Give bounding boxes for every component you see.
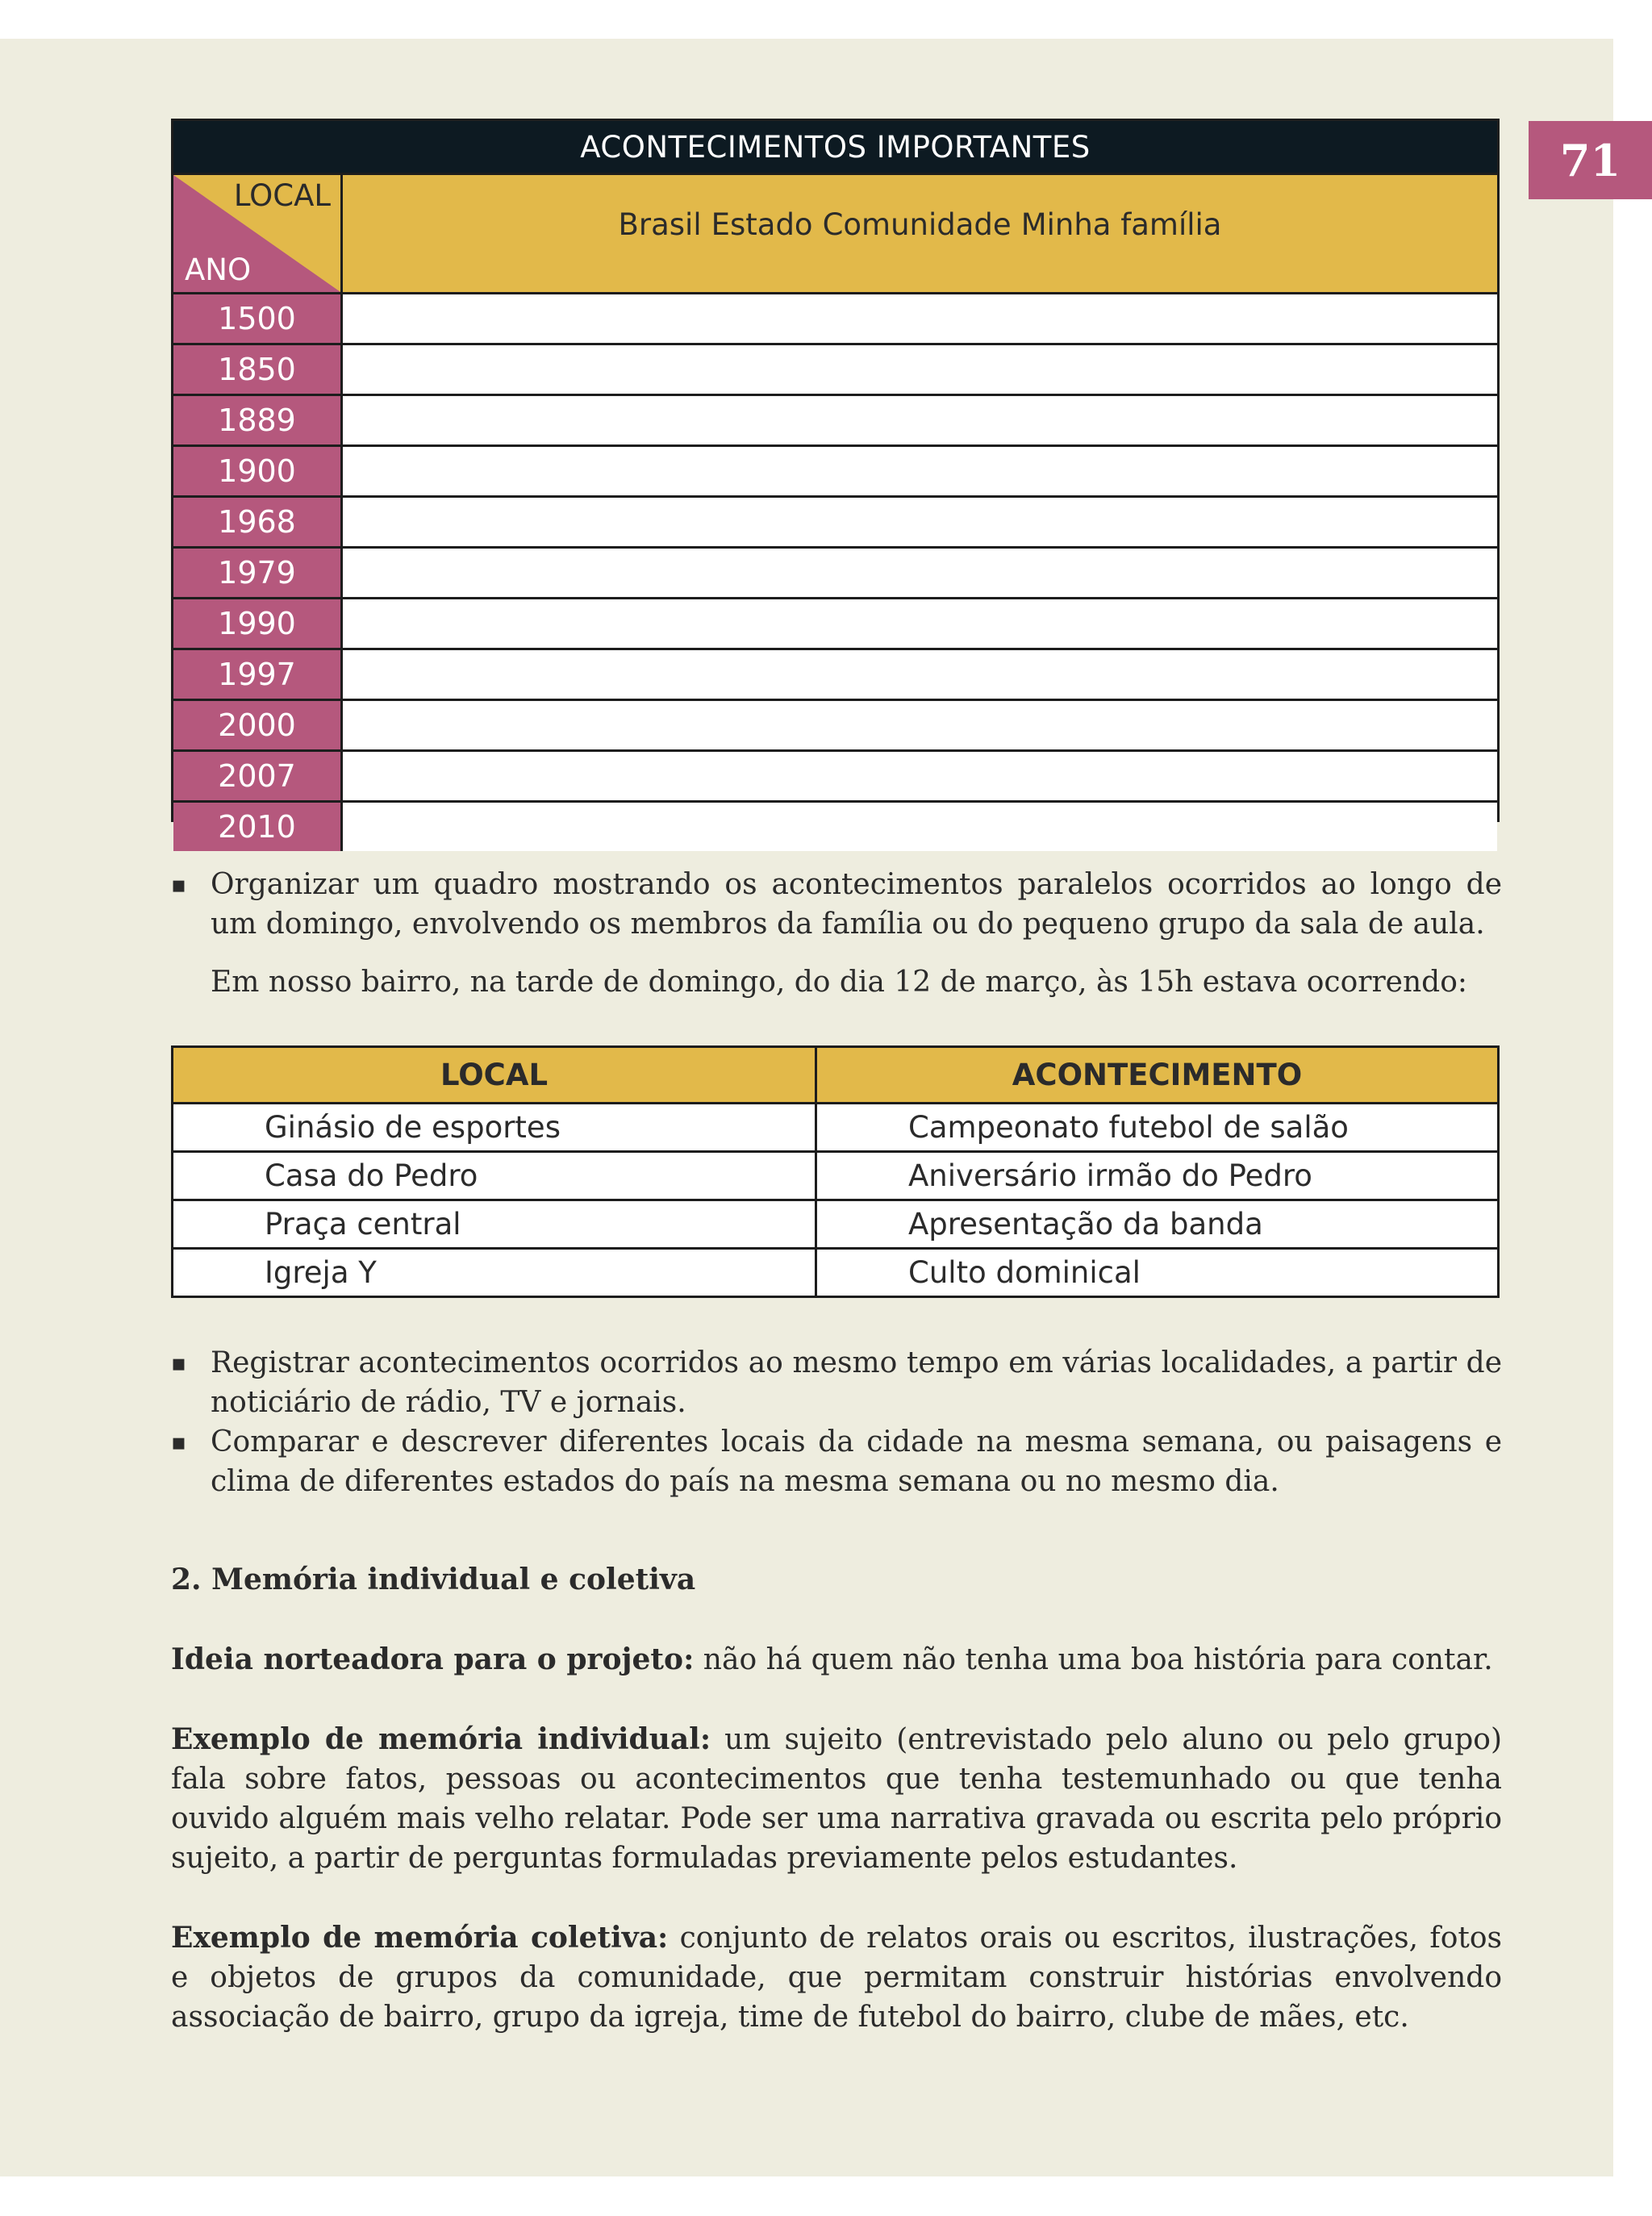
corner-cell bbox=[173, 175, 343, 292]
event-cell: Campeonato futebol de salão bbox=[908, 1110, 1349, 1145]
event-cell bbox=[343, 498, 1497, 546]
event-cell bbox=[343, 549, 1497, 597]
year-cell: 2010 bbox=[173, 803, 343, 851]
event-cell bbox=[343, 650, 1497, 699]
bullet-marker: ▪ bbox=[171, 1429, 186, 1455]
year-row bbox=[173, 343, 1497, 394]
event-cell bbox=[343, 752, 1497, 800]
collective-text: conjunto de relatos orais ou escritos, ilustrações, fotos e objetos de grupos da comunidade, que permitam construir histórias envolvendo associação de bairro, grupo da igreja, time de futebol do bairro, clube de mães, etc. bbox=[171, 1922, 1502, 2034]
year-cell: 1990 bbox=[173, 599, 343, 648]
place-brasil: Brasil bbox=[618, 207, 702, 242]
table-row bbox=[173, 1247, 1497, 1296]
year-row bbox=[173, 394, 1497, 444]
place-minha-familia: Minha família bbox=[1020, 207, 1222, 242]
year-cell: 1997 bbox=[173, 650, 343, 699]
table-row bbox=[173, 1102, 1497, 1150]
sunday-intro: Em nosso bairro, na tarde de domingo, do dia 12 de março, às 15h estava ocorrendo: bbox=[211, 966, 1468, 999]
event-cell: Culto dominical bbox=[908, 1255, 1141, 1290]
place-estado: Estado bbox=[711, 207, 813, 242]
year-row bbox=[173, 546, 1497, 597]
local-cell: Igreja Y bbox=[173, 1250, 817, 1296]
event-cell bbox=[343, 447, 1497, 495]
year-cell: 2007 bbox=[173, 752, 343, 800]
idea-label: Ideia norteadora para o projeto: bbox=[171, 1642, 695, 1676]
local-cell: Ginásio de esportes bbox=[173, 1104, 817, 1150]
year-row bbox=[173, 495, 1497, 546]
year-cell: 1900 bbox=[173, 447, 343, 495]
bullet-text: Organizar um quadro mostrando os acontecimentos paralelos ocorridos ao longo de um domingo, envolvendo os membros da família ou do pequeno grupo da sala de aula. bbox=[211, 868, 1502, 941]
individual-memory-paragraph bbox=[171, 1720, 1502, 1878]
header-local: LOCAL bbox=[173, 1048, 817, 1102]
bullet-text: Comparar e descrever diferentes locais da cidade na mesma semana, ou paisagens e clima de diferentes estados do país na mesma semana ou no mesmo dia. bbox=[211, 1425, 1502, 1498]
bullet-item-registrar bbox=[171, 1343, 1502, 1422]
events-table-title: ACONTECIMENTOS IMPORTANTES bbox=[173, 121, 1497, 173]
year-cell: 1979 bbox=[173, 549, 343, 597]
event-cell bbox=[343, 599, 1497, 648]
year-row bbox=[173, 444, 1497, 495]
year-cell: 1850 bbox=[173, 345, 343, 394]
table-row bbox=[173, 1199, 1497, 1247]
bullet-item-organizar bbox=[171, 865, 1502, 944]
individual-label: Exemplo de memória individual: bbox=[171, 1722, 711, 1756]
collective-label: Exemplo de memória coletiva: bbox=[171, 1921, 669, 1955]
event-cell: Apresentação da banda bbox=[908, 1207, 1263, 1242]
event-cell bbox=[343, 294, 1497, 343]
header-acontecimento: ACONTECIMENTO bbox=[1012, 1058, 1303, 1092]
year-cell: 2000 bbox=[173, 701, 343, 749]
event-cell: Aniversário irmão do Pedro bbox=[908, 1158, 1312, 1193]
event-cell bbox=[343, 396, 1497, 444]
year-row bbox=[173, 749, 1497, 800]
event-cell bbox=[343, 701, 1497, 749]
year-row bbox=[173, 292, 1497, 343]
bullet-item-comparar bbox=[171, 1422, 1502, 1501]
collective-memory-paragraph bbox=[171, 1918, 1502, 2037]
location-table bbox=[171, 1045, 1500, 1298]
location-table-header bbox=[173, 1048, 1497, 1102]
bullet-marker: ▪ bbox=[171, 1350, 186, 1376]
page-number: 71 bbox=[1529, 121, 1652, 199]
section-title: 2. Memória individual e coletiva bbox=[171, 1563, 696, 1596]
year-row bbox=[173, 648, 1497, 699]
bullet-marker: ▪ bbox=[171, 871, 186, 898]
places-header bbox=[343, 175, 1497, 292]
year-row bbox=[173, 597, 1497, 648]
individual-text: um sujeito (entrevistado pelo aluno ou pelo grupo) fala sobre fatos, pessoas ou acontecimentos que tenha testemunhado ou que tenha ouvido alguém mais velho relatar. Pode ser uma narrativa gravada ou escrita pelo próprio sujeito, a partir de perguntas formuladas previamente pelos estudantes. bbox=[171, 1723, 1502, 1875]
local-cell: Casa do Pedro bbox=[173, 1153, 817, 1199]
year-cell: 1500 bbox=[173, 294, 343, 343]
place-comunidade: Comunidade bbox=[822, 207, 1012, 242]
idea-text: não há quem não tenha uma boa história para contar. bbox=[694, 1643, 1493, 1676]
year-cell: 1968 bbox=[173, 498, 343, 546]
corner-local-label: LOCAL bbox=[233, 178, 331, 213]
idea-paragraph bbox=[171, 1640, 1502, 1680]
table-row bbox=[173, 1150, 1497, 1199]
bullet-text: Registrar acontecimentos ocorridos ao mesmo tempo em várias localidades, a partir de noticiário de rádio, TV e jornais. bbox=[211, 1346, 1502, 1419]
year-row bbox=[173, 800, 1497, 851]
local-cell: Praça central bbox=[173, 1201, 817, 1247]
year-cell: 1889 bbox=[173, 396, 343, 444]
events-table-header bbox=[173, 173, 1497, 292]
corner-ano-label: ANO bbox=[185, 252, 252, 287]
year-row bbox=[173, 699, 1497, 749]
events-table bbox=[171, 119, 1500, 845]
event-cell bbox=[343, 803, 1497, 851]
event-cell bbox=[343, 345, 1497, 394]
